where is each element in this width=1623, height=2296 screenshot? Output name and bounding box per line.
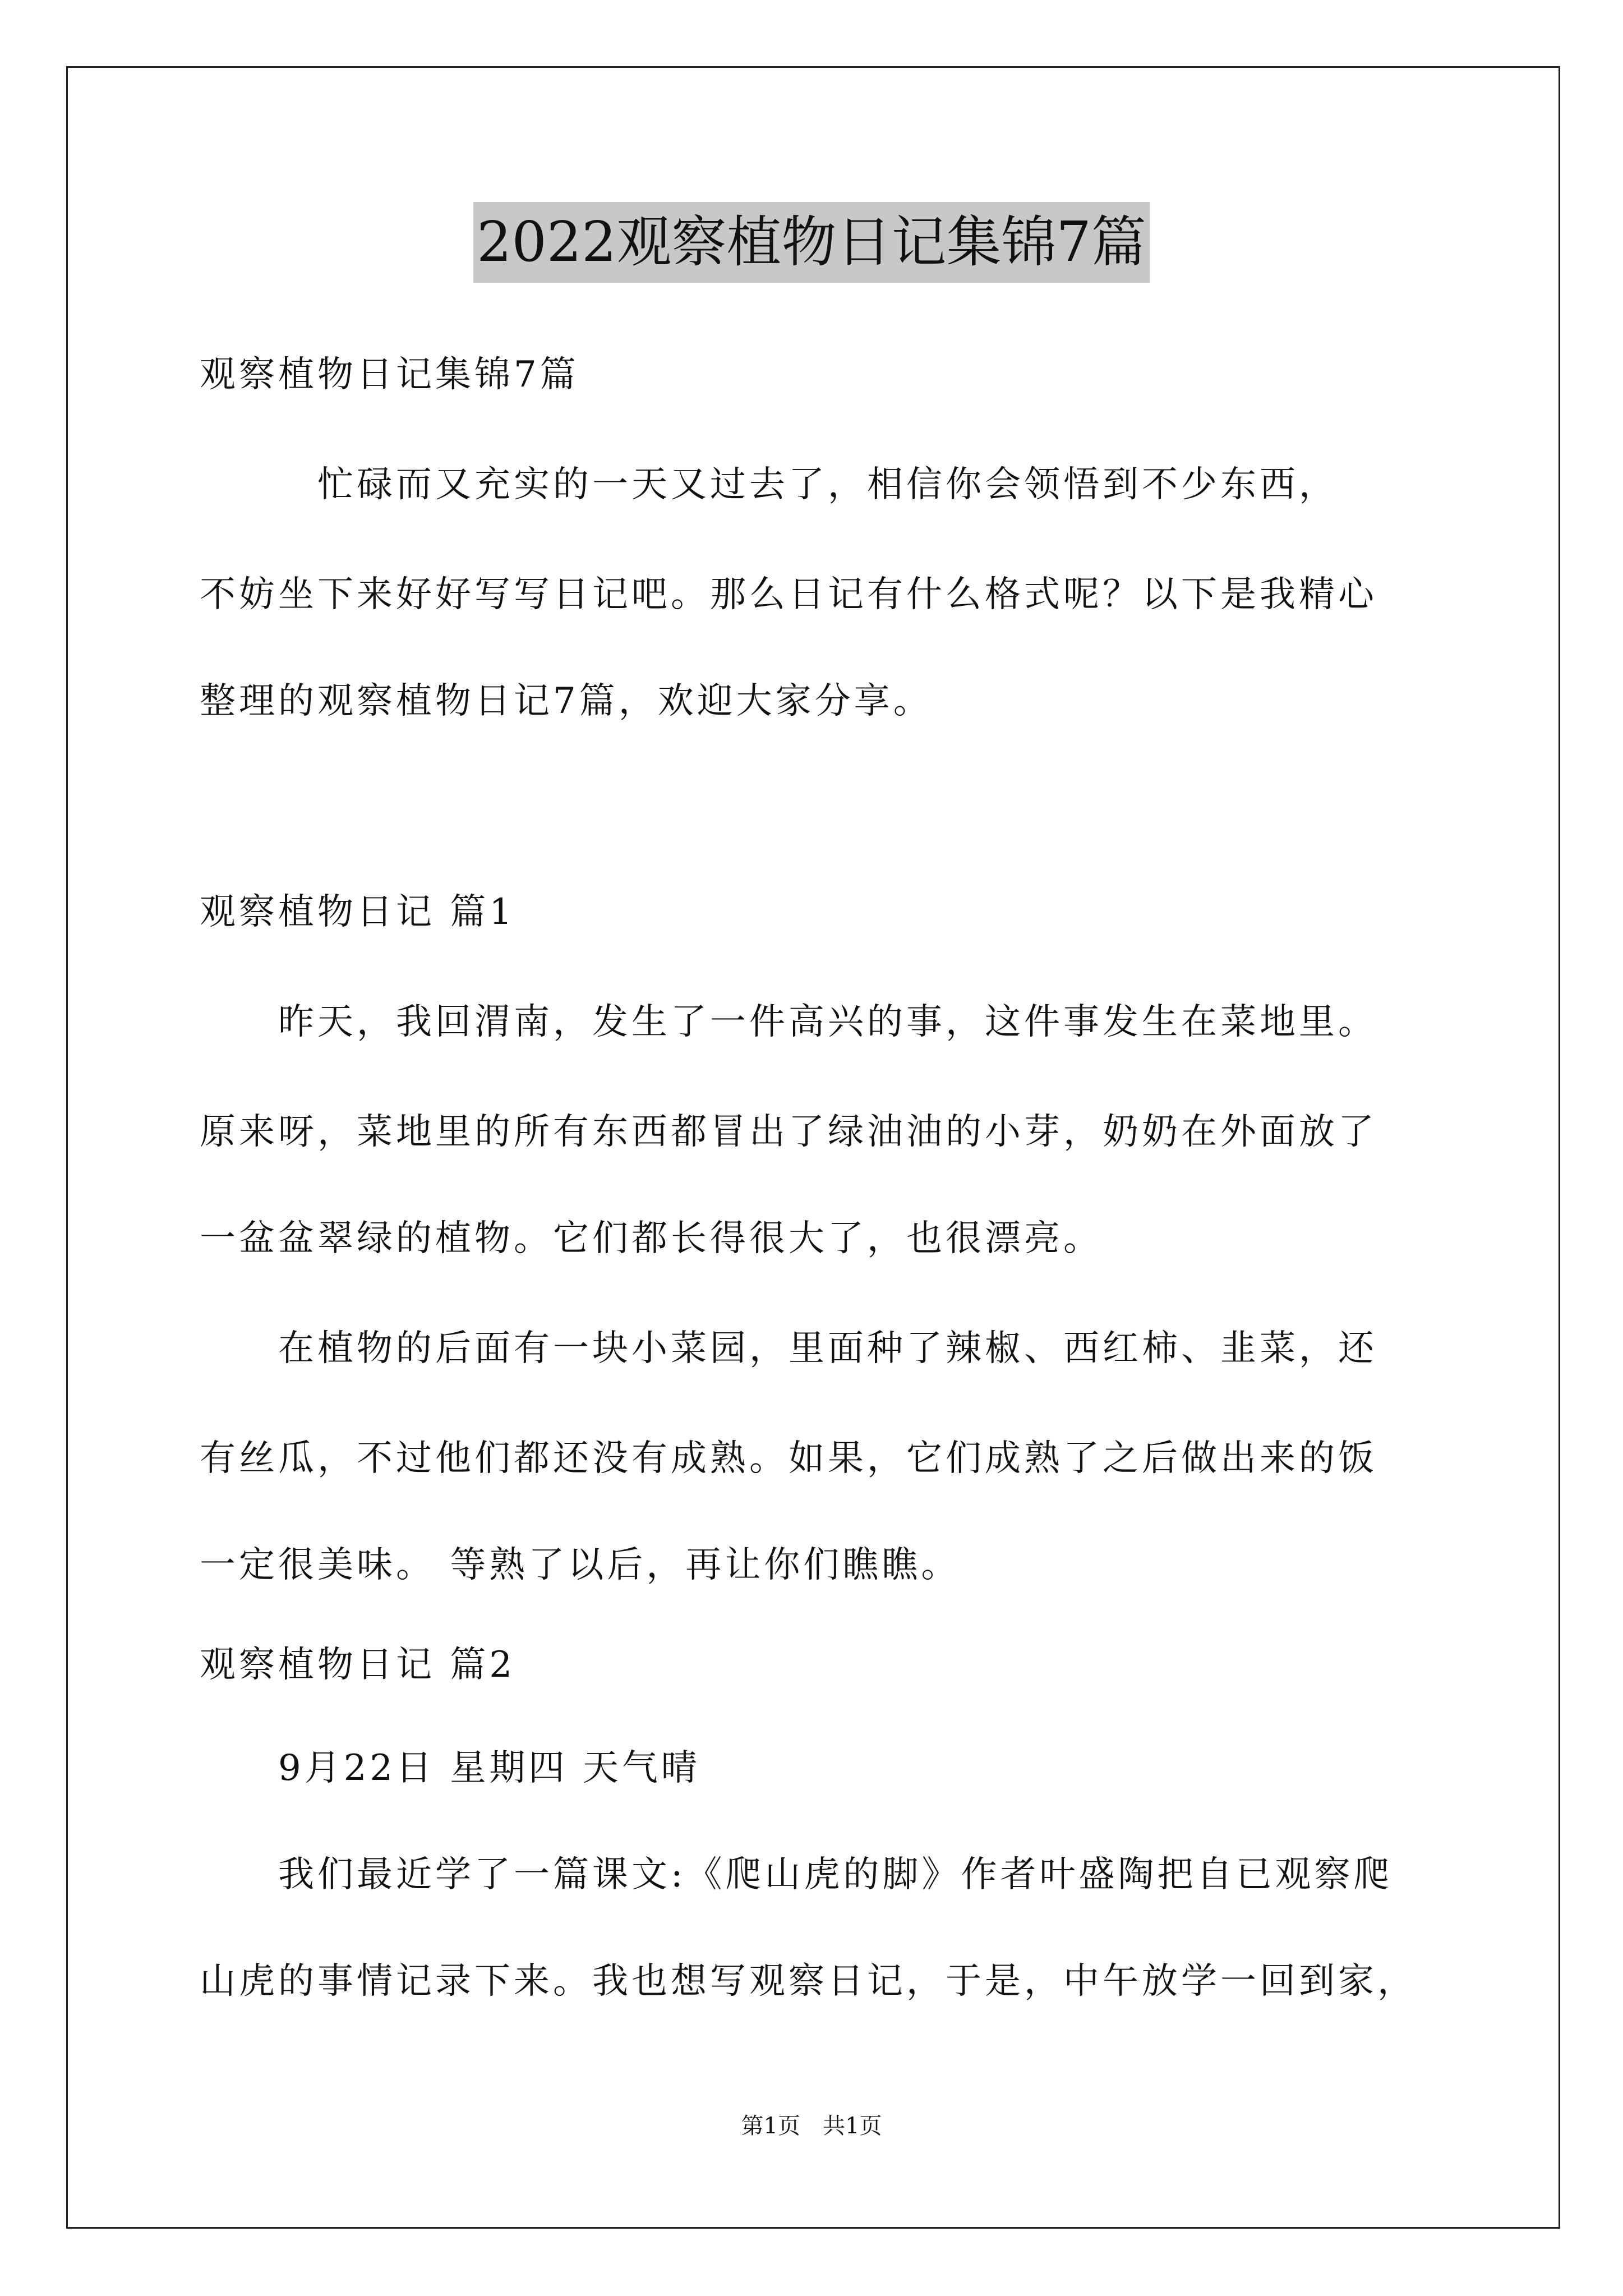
page-footer: 第1页 共1页: [741, 2113, 882, 2139]
section-heading-1: 观察植物日记 篇1: [200, 891, 516, 933]
intro-line-1: 忙碌而又充实的一天又过去了，相信你会领悟到不少东西，: [200, 464, 1338, 505]
section2-line-1: 我们最近学了一篇课文:《爬山虎的脚》作者叶盛陶把自已观察爬: [200, 1854, 1393, 1895]
section2-line-2: 山虎的事情记录下来。我也想写观察日记，于是，中午放学一回到家，: [200, 1961, 1417, 2002]
intro-line-2: 不妨坐下来好好写写日记吧。那么日记有什么格式呢？以下是我精心: [200, 574, 1377, 615]
section1-line-3: 一盆盆翠绿的植物。它们都长得很大了，也很漂亮。: [200, 1218, 1103, 1259]
section2-date-line: 9月22日 星期四 天气晴: [200, 1747, 700, 1789]
document-title: 2022观察植物日记集锦7篇: [473, 202, 1150, 283]
section1-line-5: 有丝瓜，不过他们都还没有成熟。如果，它们成熟了之后做出来的饭: [200, 1438, 1377, 1479]
section1-line-2: 原来呀，菜地里的所有东西都冒出了绿油油的小芽，奶奶在外面放了: [200, 1111, 1377, 1153]
section1-line-4: 在植物的后面有一块小菜园，里面种了辣椒、西红柿、韭菜，还: [200, 1328, 1377, 1369]
section-heading-2: 观察植物日记 篇2: [200, 1644, 516, 1686]
intro-line-3: 整理的观察植物日记7篇，欢迎大家分享。: [200, 680, 933, 722]
section1-line-1: 昨天，我回渭南，发生了一件高兴的事，这件事发生在菜地里。: [200, 1001, 1377, 1043]
title-container: [0, 202, 1623, 283]
subtitle-line: 观察植物日记集锦7篇: [200, 354, 579, 395]
section1-line-6: 一定很美味。 等熟了以后，再让你们瞧瞧。: [200, 1544, 961, 1586]
